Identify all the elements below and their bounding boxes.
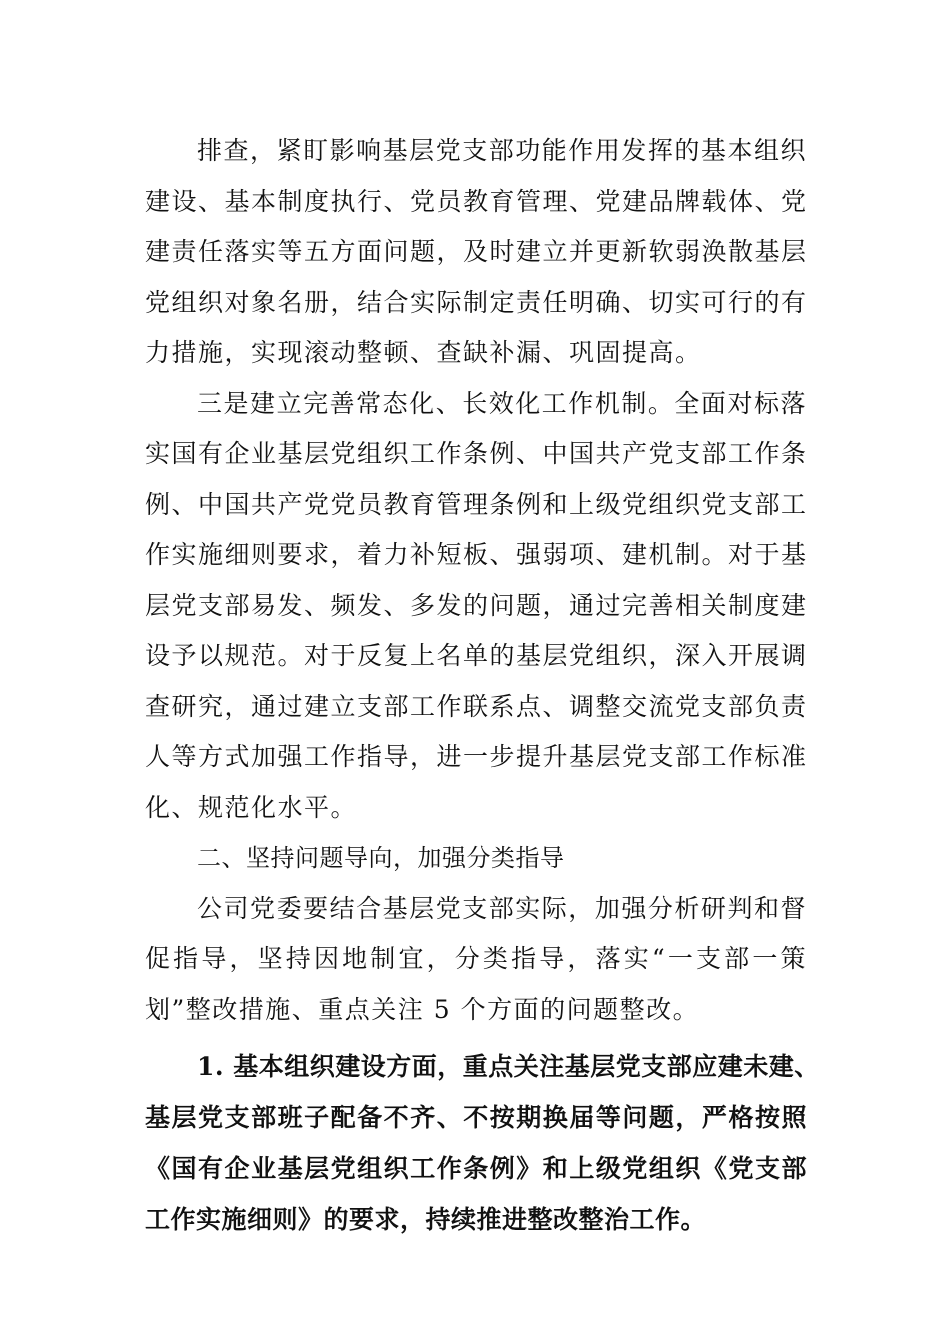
text-line: 例、中国共产党党员教育管理条例和上级党组织党支部工 bbox=[145, 489, 808, 519]
document-page bbox=[145, 126, 820, 1245]
section-heading: 二、坚持问题导向，加强分类指导 bbox=[197, 844, 565, 872]
text-line: 基层党支部班子配备不齐、不按期换届等问题，严格按照 bbox=[145, 1103, 807, 1132]
text-line: 作实施细则要求，着力补短板、强弱项、建机制。对于基 bbox=[145, 540, 808, 569]
text-line: 力措施，实现滚动整顿、查缺补漏、巩固提高。 bbox=[145, 338, 702, 367]
text-line: 人等方式加强工作指导，进一步提升基层党支部工作标准 bbox=[145, 742, 808, 771]
text-line: 实国有企业基层党组织工作条例、中国共产党支部工作条 bbox=[145, 439, 808, 468]
paragraph-investigation bbox=[145, 126, 807, 379]
text-line: 党组织对象名册，结合实际制定责任明确、切实可行的有 bbox=[145, 287, 808, 317]
text-line: 公司党委要结合基层党支部实际，加强分析研判和督 bbox=[197, 893, 807, 923]
text-line: 设予以规范。对于反复上名单的基层党组织，深入开展调 bbox=[145, 641, 808, 670]
text-line: 建责任落实等五方面问题，及时建立并更新软弱涣散基层 bbox=[145, 237, 808, 266]
text-line: 层党支部易发、频发、多发的问题，通过完善相关制度建 bbox=[145, 590, 808, 620]
text-line: 建设、基本制度执行、党员教育管理、党建品牌载体、党 bbox=[145, 186, 808, 216]
text-line: 排查，紧盯影响基层党支部功能作用发挥的基本组织 bbox=[197, 136, 807, 165]
text-line: 查研究，通过建立支部工作联系点、调整交流党支部负责 bbox=[145, 691, 808, 721]
paragraph-mechanism bbox=[145, 379, 807, 834]
text-line: 《国有企业基层党组织工作条例》和上级党组织《党支部 bbox=[145, 1154, 807, 1183]
text-line: 三是建立完善常态化、长效化工作机制。全面对标落 bbox=[197, 388, 807, 418]
text-line: 1. 基本组织建设方面，重点关注基层党支部应建未建、 bbox=[197, 1052, 820, 1081]
paragraph-basic-organization bbox=[145, 1041, 820, 1245]
text-line: 促指导，坚持因地制宜，分类指导，落实“一支部一策 bbox=[145, 944, 807, 973]
text-line: 化、规范化水平。 bbox=[145, 792, 358, 822]
paragraph-guidance bbox=[145, 884, 807, 1036]
text-line: 工作实施细则》的要求，持续推进整改整治工作。 bbox=[145, 1205, 707, 1234]
text-line: 划”整改措施、重点关注 5 个方面的问题整改。 bbox=[145, 994, 700, 1024]
